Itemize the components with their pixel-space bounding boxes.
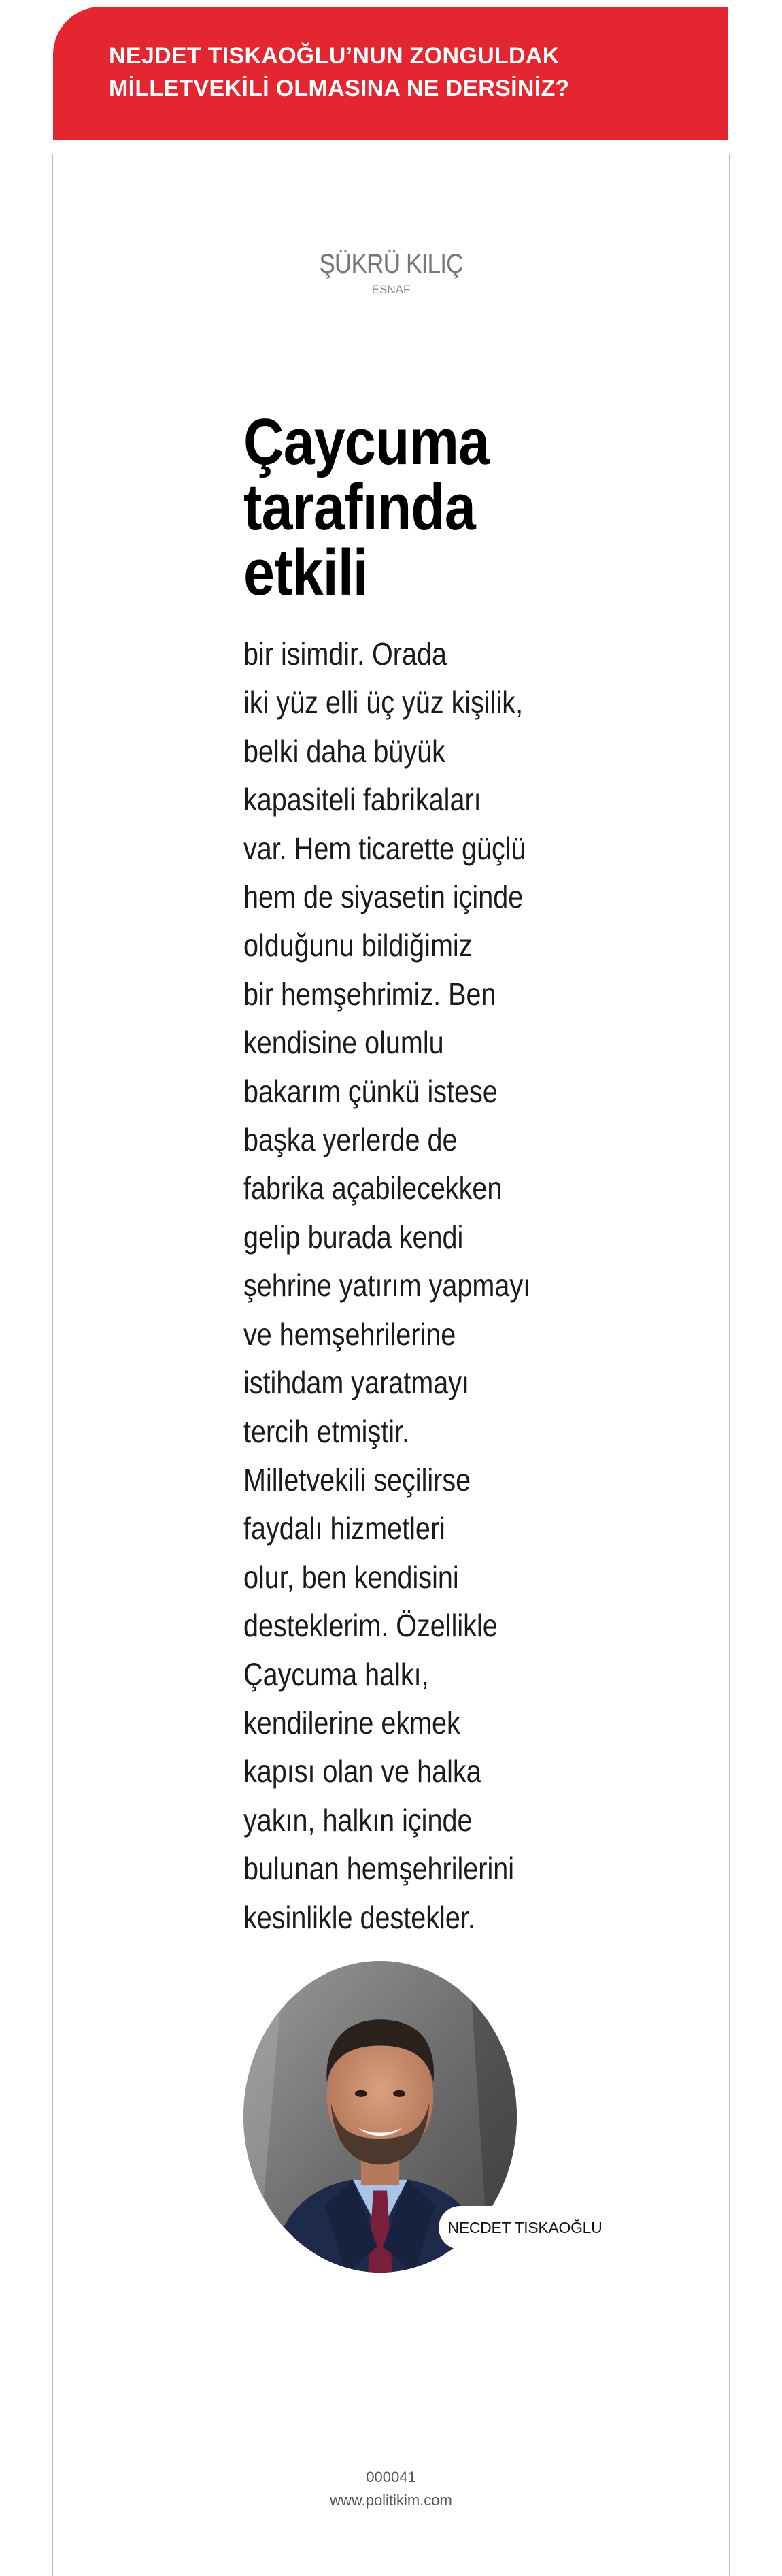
body-line: bir isimdir. Orada: [243, 636, 447, 672]
headline-line-3: etkili: [243, 536, 368, 609]
body-line: Milletvekili seçilirse: [243, 1462, 471, 1498]
body-line: hem de siyasetin içinde: [243, 879, 524, 915]
headline-line-2: tarafında: [243, 471, 475, 544]
header-banner: [53, 7, 728, 140]
body-line: başka yerlerde de: [243, 1122, 458, 1158]
body-line: kesinlikle destekler.: [243, 1899, 475, 1935]
body-line: faydalı hizmetleri: [243, 1510, 445, 1547]
body-line: fabrika açabilecekken: [243, 1170, 503, 1206]
body-line: yakın, halkın içinde: [243, 1802, 473, 1838]
banner-title: [109, 39, 707, 105]
body-line: bakarım çünkü istese: [243, 1073, 498, 1109]
footer: [0, 2466, 782, 2512]
body-line: desteklerim. Özellikle: [243, 1608, 498, 1644]
body-line: kendisine olumlu: [243, 1025, 444, 1061]
portrait-name-tag: NECDET TISKAOĞLU: [439, 2206, 611, 2249]
footer-website: www.politikim.com: [330, 2492, 452, 2509]
body-line: kapısı olan ve halka: [243, 1753, 481, 1789]
body-line: tercih etmiştir.: [243, 1413, 410, 1449]
quote-body: [243, 630, 547, 1942]
body-line: istihdam yaratmayı: [243, 1365, 469, 1401]
author-name: ŞÜKRÜ KILIÇ: [319, 249, 463, 279]
body-line: olur, ben kendisini: [243, 1559, 459, 1595]
body-line: Çaycuma halkı,: [243, 1656, 429, 1692]
body-line: ve hemşehrilerine: [243, 1316, 456, 1352]
body-line: şehrine yatırım yapmayı: [243, 1268, 531, 1304]
headline-line-1: Çaycuma: [243, 406, 490, 478]
footer-code: 000041: [366, 2468, 416, 2486]
headline: [243, 406, 594, 609]
body-line: bulunan hemşehrilerini: [243, 1851, 515, 1887]
body-line: bir hemşehrimiz. Ben: [243, 976, 496, 1012]
banner-title-line-2: MİLLETVEKİLİ OLMASINA NE DERSİNİZ?: [109, 76, 570, 101]
body-line: olduğunu bildiğimiz: [243, 927, 473, 963]
body-line: kapasiteli fabrikaları: [243, 782, 481, 818]
banner-title-line-1: NEJDET TISKAOĞLU’NUN ZONGULDAK: [109, 43, 560, 69]
body-line: var. Hem ticarette güçlü: [243, 830, 526, 866]
body-line: gelip burada kendi: [243, 1219, 464, 1255]
author-role: ESNAF: [371, 283, 411, 296]
body-line: kendilerine ekmek: [243, 1704, 460, 1740]
author-block: [0, 248, 782, 297]
body-line: belki daha büyük: [243, 733, 445, 769]
body-line: iki yüz elli üç yüz kişilik,: [243, 684, 524, 721]
